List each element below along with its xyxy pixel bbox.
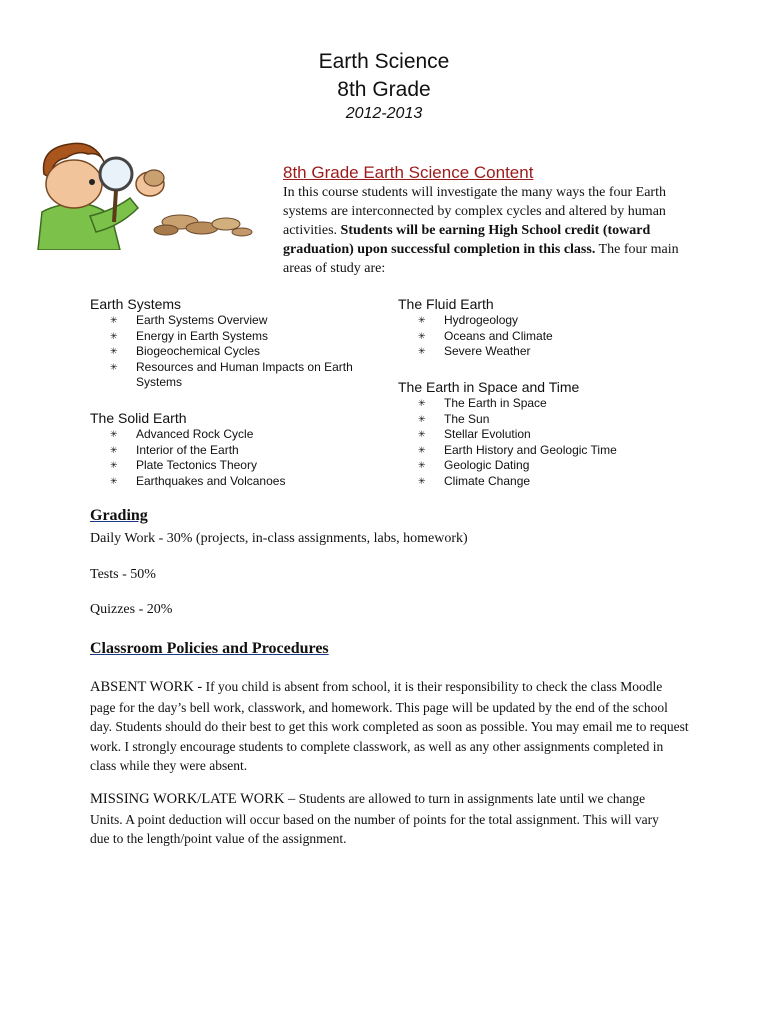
absent-work-text: If you child is absent from school, it is their responsibility to check the class Moodle page for the day’s bell work, classwork, and homework. This page will be updated by the end of the school day. Students should do their best to get this work completed as soon as possible. You may email me to request work. I strongly encourage students to complete classwork, as well as any other assignments completed in class while they were absent. xyxy=(90,679,689,773)
list-item: ✳ Hydrogeology xyxy=(416,313,716,329)
list-item: ✳ Biogeochemical Cycles xyxy=(108,344,378,360)
intro-text: In this course students will investigate the many ways the four Earth systems are interconnected by complex cycles and altered by human activities. xyxy=(283,185,666,238)
title-line-2: 8th Grade xyxy=(337,78,431,101)
area-list-solid-earth xyxy=(108,427,378,489)
list-item: ✳ Plate Tectonics Theory xyxy=(108,458,378,474)
area-list-space-time xyxy=(416,396,716,489)
list-item: ✳ The Sun xyxy=(416,412,716,428)
policies-heading: Classroom Policies and Procedures xyxy=(90,640,329,657)
area-list-fluid-earth xyxy=(416,313,716,360)
intro-text-end: The four main areas of study are: xyxy=(283,242,679,276)
list-item: ✳ Stellar Evolution xyxy=(416,427,716,443)
list-item: ✳ Interior of the Earth xyxy=(108,443,378,459)
list-item: ✳ Severe Weather xyxy=(416,344,716,360)
intro-credit-note: Students will be earning High School credit (toward graduation) upon successful completion in this class. xyxy=(283,223,651,257)
absent-work-paragraph xyxy=(90,677,690,776)
grading-heading: Grading xyxy=(90,507,148,524)
list-item: ✳ Earth Systems Overview xyxy=(108,313,378,329)
list-item: ✳ Oceans and Climate xyxy=(416,329,716,345)
grading-daily-work: Daily Work - 30% (projects, in-class assignments, labs, homework) xyxy=(90,531,468,546)
course-intro xyxy=(283,183,683,278)
area-list-earth-systems xyxy=(108,313,378,391)
list-item: ✳ Resources and Human Impacts on Earth Systems xyxy=(108,360,378,391)
list-item: ✳ Energy in Earth Systems xyxy=(108,329,378,345)
student-with-magnifying-glass-and-rocks-icon xyxy=(30,138,258,250)
area-title-earth-systems: Earth Systems xyxy=(90,296,182,312)
list-item: ✳ Advanced Rock Cycle xyxy=(108,427,378,443)
grading-quizzes: Quizzes - 20% xyxy=(90,602,173,617)
area-title-space-time: The Earth in Space and Time xyxy=(398,379,580,395)
area-title-solid-earth: The Solid Earth xyxy=(90,410,187,426)
grading-tests: Tests - 50% xyxy=(90,567,156,582)
list-item: ✳ Earthquakes and Volcanoes xyxy=(108,474,378,490)
school-year: 2012-2013 xyxy=(345,105,423,122)
area-title-fluid-earth: The Fluid Earth xyxy=(398,296,494,312)
list-item: ✳ The Earth in Space xyxy=(416,396,716,412)
missing-work-text: Students are allowed to turn in assignments late until we change Units. A point deduction will occur based on the number of points for the total assignment. This will vary due to the length/point value of the assignment. xyxy=(90,791,659,846)
list-item: ✳ Earth History and Geologic Time xyxy=(416,443,716,459)
title-line-1: Earth Science xyxy=(318,50,450,73)
list-item: ✳ Geologic Dating xyxy=(416,458,716,474)
absent-work-label: ABSENT WORK - xyxy=(90,679,203,695)
missing-work-paragraph xyxy=(90,789,680,849)
missing-work-label: MISSING WORK/LATE WORK – xyxy=(90,791,296,807)
content-heading: 8th Grade Earth Science Content xyxy=(283,163,534,182)
list-item: ✳ Climate Change xyxy=(416,474,716,490)
